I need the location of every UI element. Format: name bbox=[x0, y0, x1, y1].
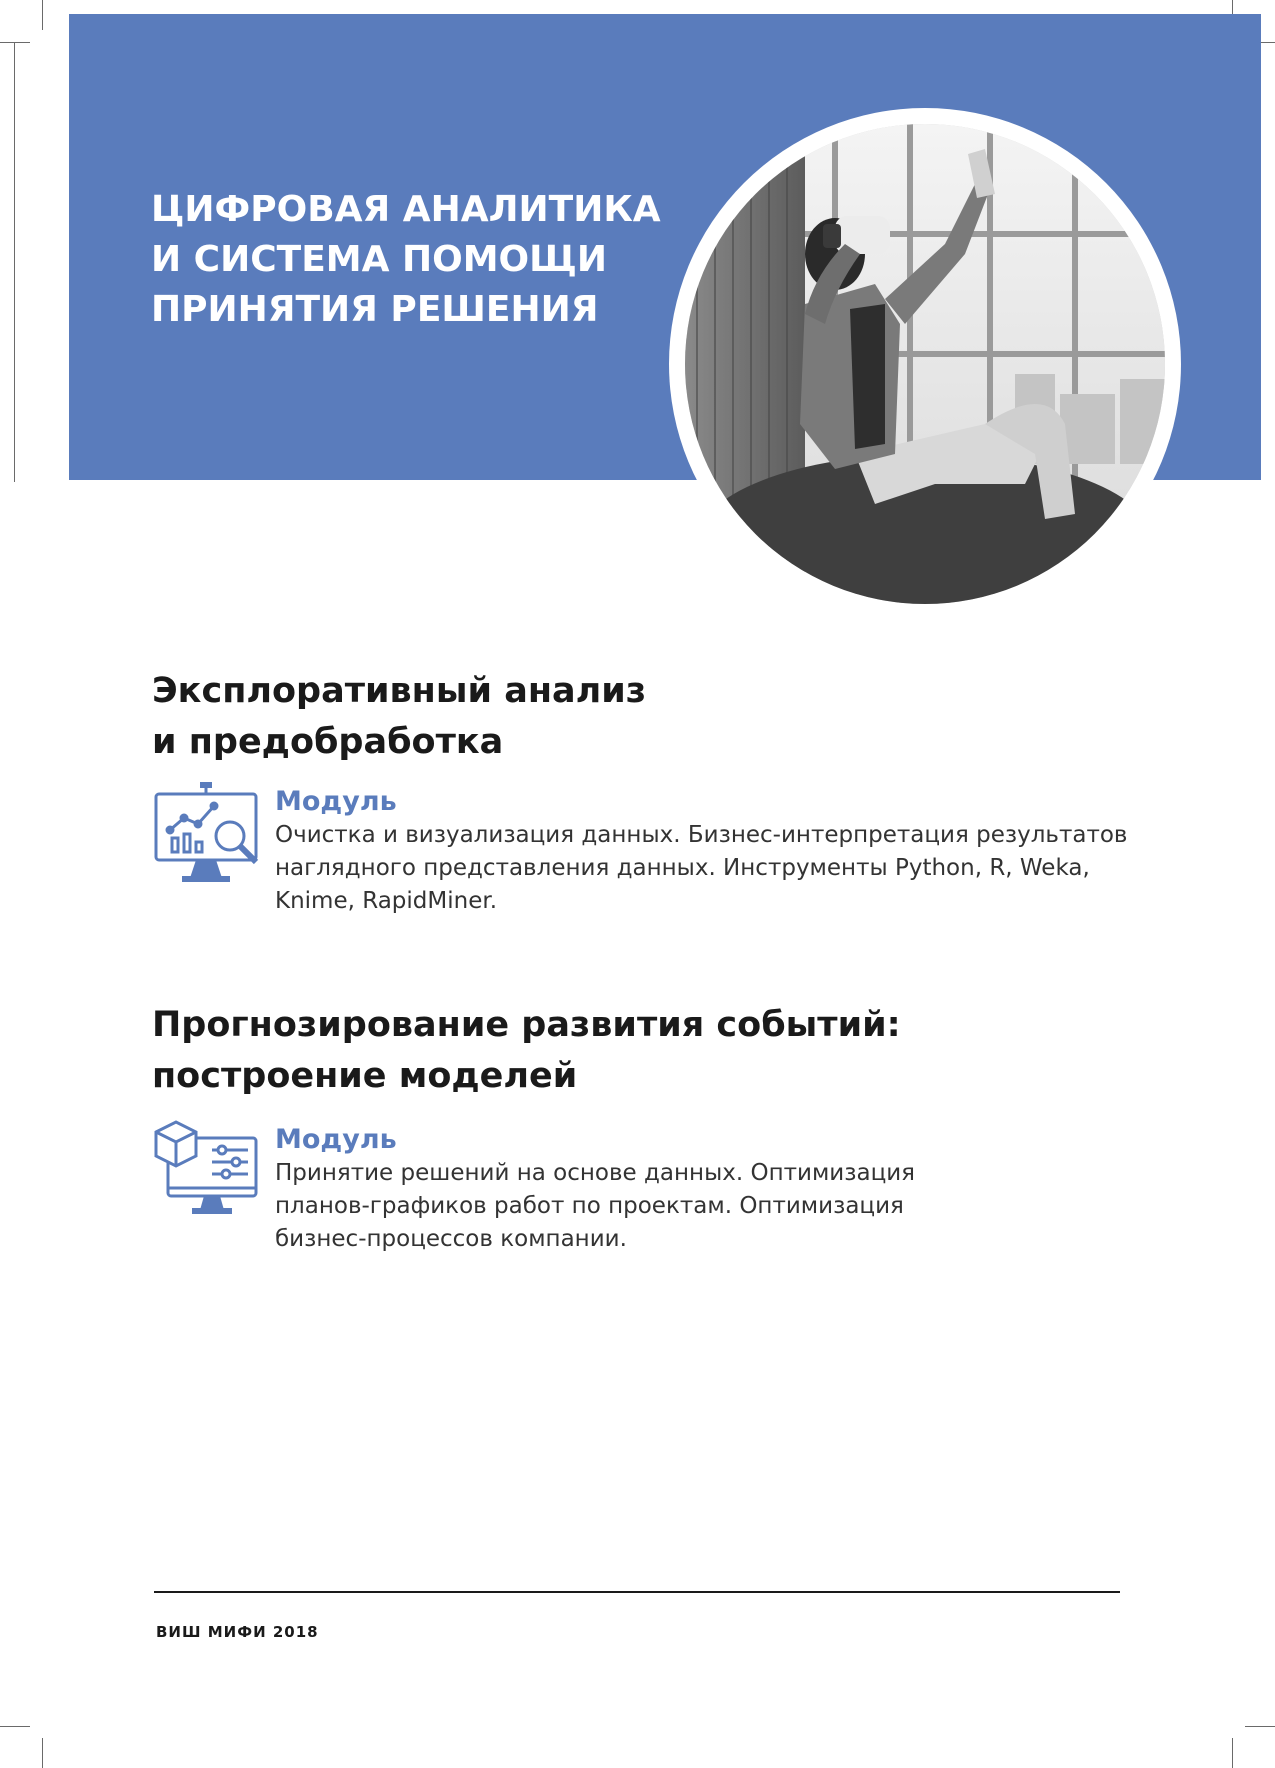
monitor-analytics-icon bbox=[152, 780, 264, 892]
module-label: Модуль bbox=[275, 1124, 397, 1155]
section-title-line: Эксплоративный анализ bbox=[152, 671, 647, 711]
module-label: Модуль bbox=[275, 786, 397, 817]
module-description-line: наглядного представления данных. Инструменты Python, R, Weka, bbox=[275, 855, 1090, 881]
header-photo bbox=[685, 124, 1165, 604]
module-description-line: Очистка и визуализация данных. Бизнес-интерпретация результатов bbox=[275, 822, 1128, 848]
crop-mark bbox=[42, 0, 43, 30]
crop-mark bbox=[14, 42, 15, 482]
monitor-model-settings-icon bbox=[152, 1114, 264, 1226]
crop-mark bbox=[1232, 1738, 1233, 1768]
crop-mark bbox=[0, 42, 30, 43]
module-description-line: Knime, RapidMiner. bbox=[275, 888, 498, 914]
crop-mark bbox=[1245, 1726, 1275, 1727]
crop-mark bbox=[42, 1738, 43, 1768]
module-description-line: Принятие решений на основе данных. Оптимизация bbox=[275, 1160, 916, 1186]
section-title-line: построение моделей bbox=[152, 1056, 578, 1096]
crop-mark bbox=[0, 1726, 30, 1727]
section-title bbox=[152, 1000, 901, 1102]
section-title-line: Прогнозирование развития событий: bbox=[152, 1005, 901, 1045]
section-title bbox=[152, 666, 646, 768]
footer-text: ВИШ МИФИ 2018 bbox=[156, 1623, 319, 1641]
module-description-line: планов-графиков работ по проектам. Оптимизация bbox=[275, 1193, 904, 1219]
header-title bbox=[151, 185, 721, 335]
header-title-line: ПРИНЯТИЯ РЕШЕНИЯ bbox=[151, 289, 599, 330]
module-description bbox=[275, 819, 1145, 918]
module-description-line: бизнес-процессов компании. bbox=[275, 1226, 627, 1252]
vr-user-photo-illustration bbox=[685, 124, 1165, 604]
section-title-line: и предобработка bbox=[152, 722, 504, 762]
header-title-line: ЦИФРОВАЯ АНАЛИТИКА bbox=[151, 189, 661, 230]
module-description bbox=[275, 1157, 975, 1256]
footer-divider bbox=[154, 1591, 1120, 1593]
header-title-line: И СИСТЕМА ПОМОЩИ bbox=[151, 239, 608, 280]
